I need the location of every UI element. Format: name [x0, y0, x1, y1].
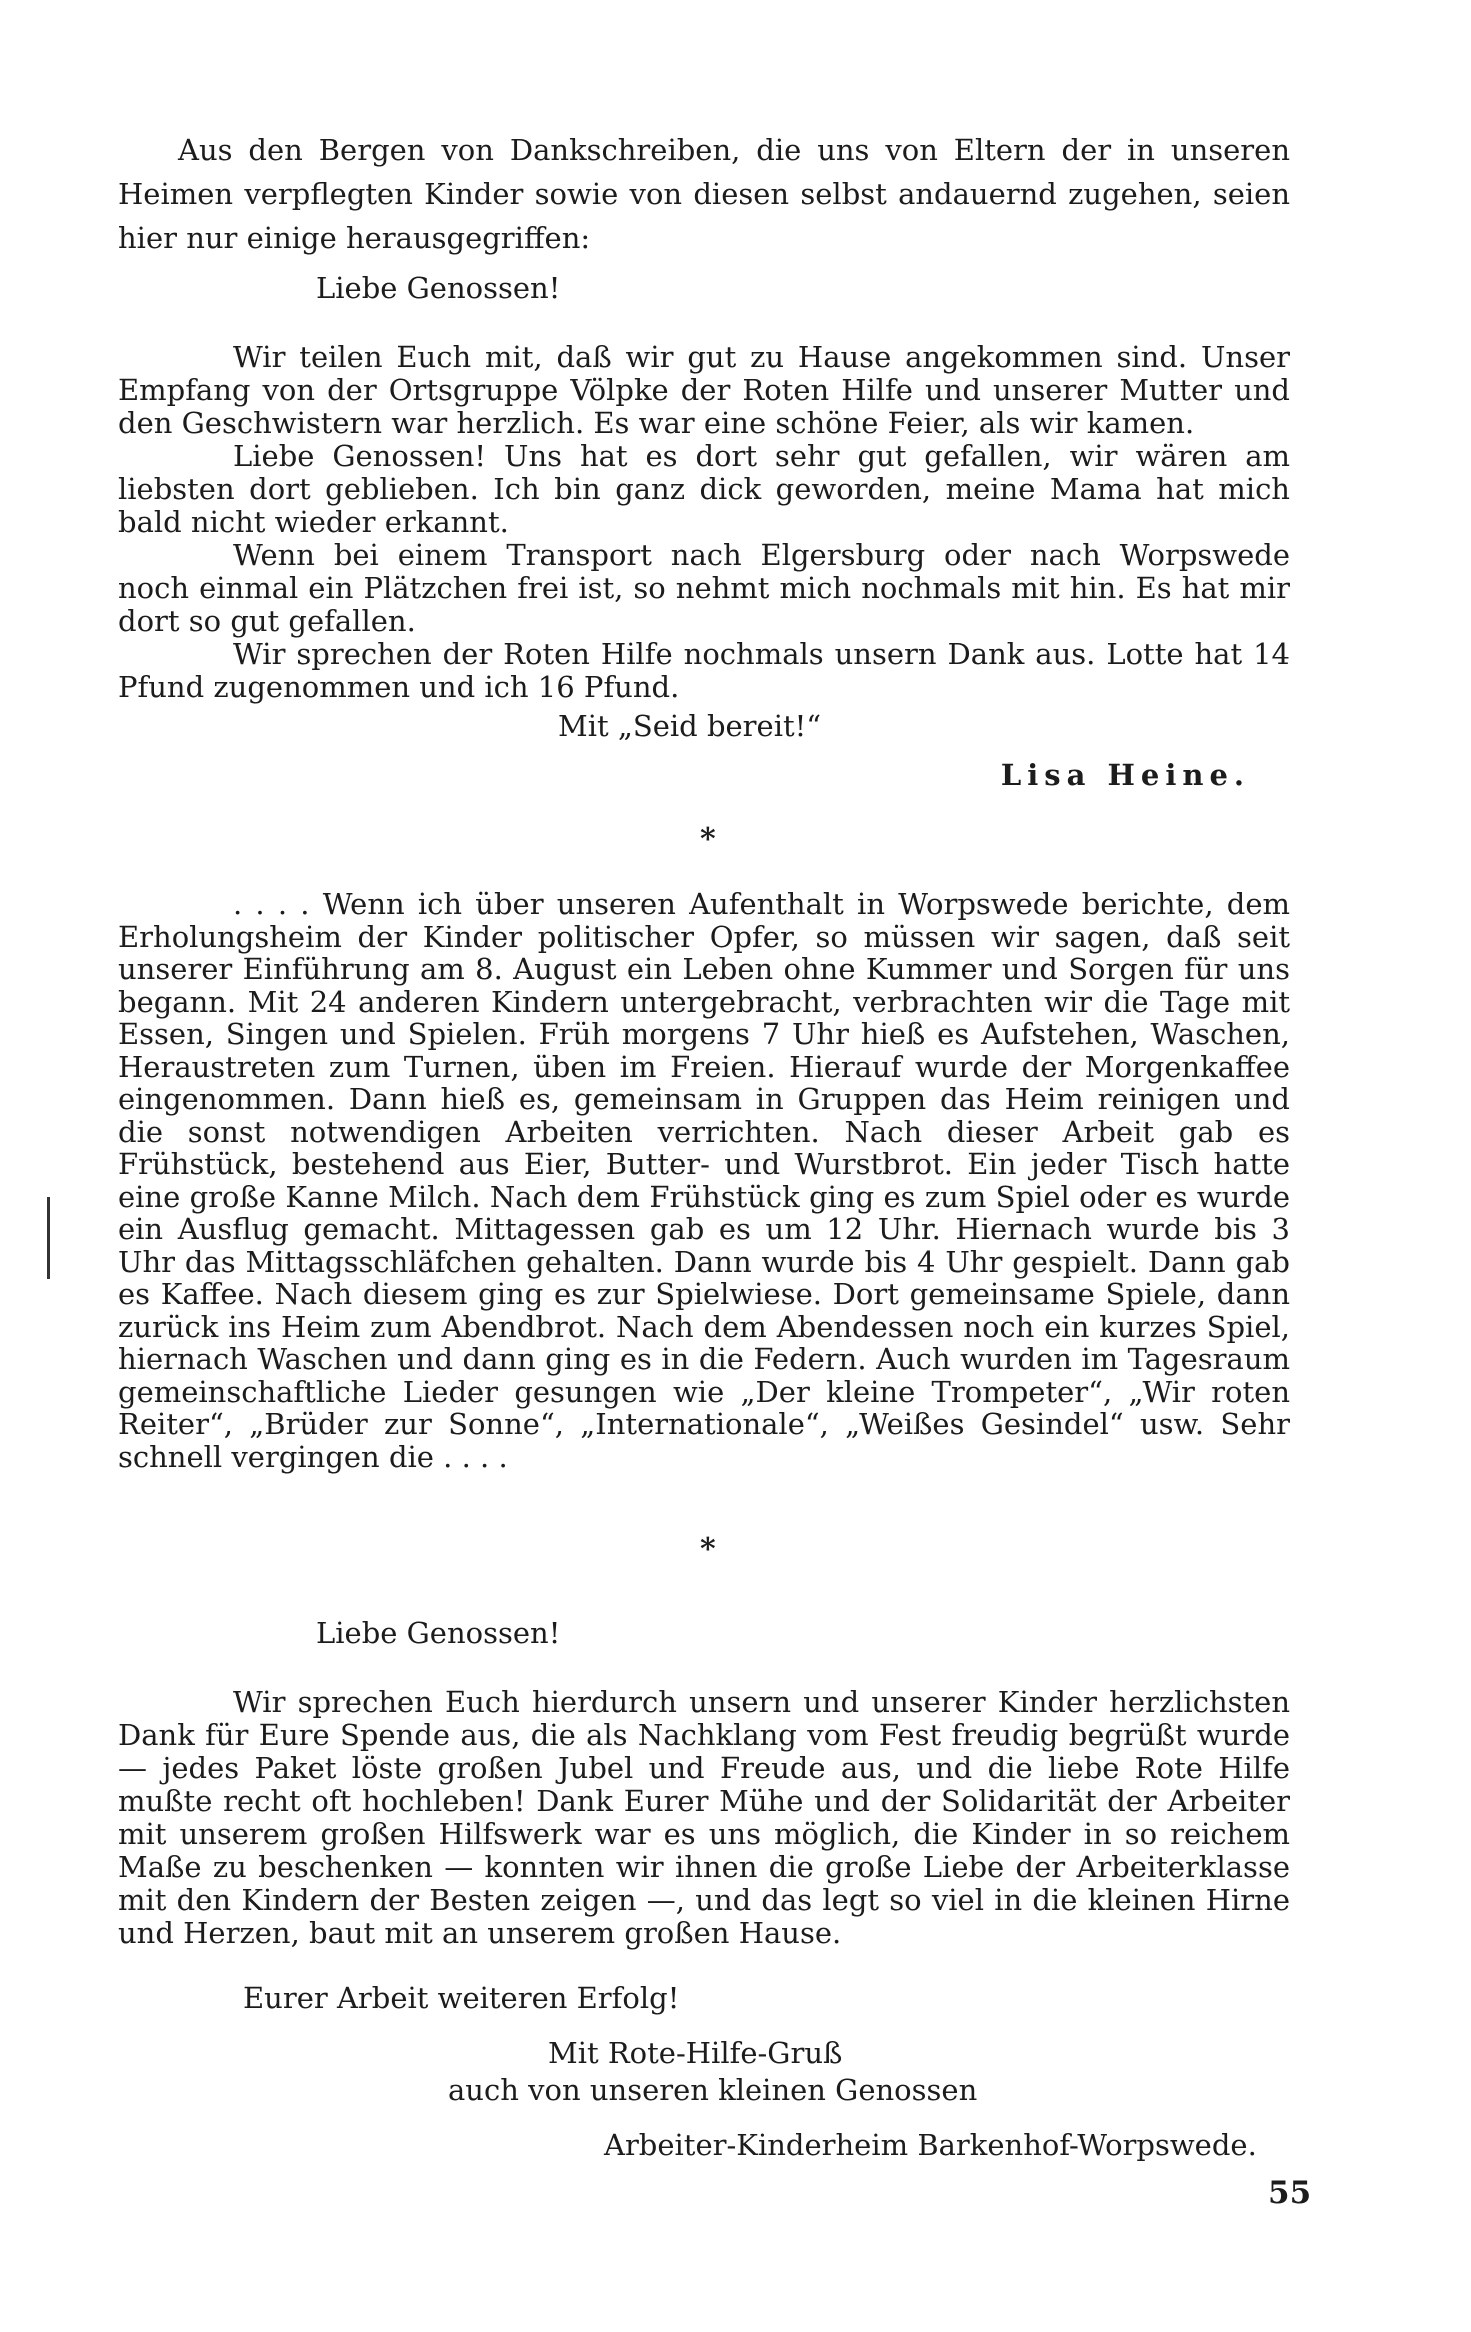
letter3-sender: Arbeiter-Kinderheim Barkenhof-Worpswede. [604, 2128, 1257, 2162]
letter3-text: Wir sprechen Euch hierdurch unsern und unserer Kinder herzlichsten Dank für Eure Spende aus, die als Nachklang vom Fest freudig begrüßt wurde — jedes Paket löste großen Jubel und Freude aus, und die liebe Rote Hilfe mußte recht oft hochleben! Dank Eurer Mühe und der Solidarität der Arbeiter mit unserem großen Hilfswerk war es uns möglich, die Kinder in so reichem Maße zu beschenken — konnten wir ihnen die große Liebe der Arbeiterklasse mit den Kindern der Besten zeigen —, und das legt so viel in die kleinen Hirne und Herzen, baut mit an unserem großen Hause. [118, 1685, 1290, 1950]
section-separator: * [700, 822, 716, 857]
letter3-salutation: Liebe Genossen! [316, 1616, 561, 1650]
letter1-paragraph: Wir teilen Euch mit, daß wir gut zu Hause angekommen sind. Unser Empfang von der Ortsgruppe Völpke der Roten Hilfe und unserer Mutter und den Geschwistern war herzlich. Es war eine schöne Feier, als wir kamen. [118, 340, 1290, 440]
margin-mark [47, 1197, 50, 1279]
letter2-text: . . . . Wenn ich über unseren Aufenthalt in Worpswede berichte, dem Erholungsheim der Kinder politischer Opfer, so müssen wir sagen, daß seit unserer Einführung am 8. August ein Leben ohne Kummer und Sorgen für uns begann. Mit 24 anderen Kindern untergebracht, verbrachten wir die Tage mit Essen, Singen und Spielen. Früh morgens 7 Uhr hieß es Aufstehen, Waschen, Heraustreten zum Turnen, üben im Freien. Hierauf wurde der Morgenkaffee eingenommen. Dann hieß es, gemeinsam in Gruppen das Heim reinigen und die sonst notwendigen Arbeiten verrichten. Nach dieser Arbeit gab es Frühstück, bestehend aus Eier, Butter- und Wurstbrot. Ein jeder Tisch hatte eine große Kanne Milch. Nach dem Frühstück ging es zum Spiel oder es wurde ein Ausflug gemacht. Mittagessen gab es um 12 Uhr. Hiernach wurde bis 3 Uhr das Mittagsschläfchen gehalten. Dann wurde bis 4 Uhr gespielt. Dann gab es Kaffee. Nach diesem ging es zur Spielwiese. Dort gemeinsame Spiele, dann zurück ins Heim zum Abendbrot. Nach dem Abendessen noch ein kurzes Spiel, hiernach Waschen und dann ging es in die Federn. Auch wurden im Tagesraum gemeinschaftliche Lieder gesungen wie „Der kleine Trompeter“, „Wir roten Reiter“, „Brüder zur Sonne“, „Internationale“, „Weißes Gesindel“ usw. Sehr schnell vergingen die . . . . [118, 887, 1290, 1474]
letter1-closing: Mit „Seid bereit!“ [558, 709, 822, 743]
letter3-greeting: Mit Rote-Hilfe-Gruß [548, 2036, 843, 2070]
letter3-closing: Eurer Arbeit weiteren Erfolg! [243, 1981, 680, 2015]
intro-text: Aus den Bergen von Dankschreiben, die uns von Eltern der in unseren Heimen verpflegten Kinder sowie von diesen selbst andauernd zugehen, seien hier nur einige herausgegriffen: [118, 133, 1290, 255]
intro-paragraph [118, 128, 1290, 260]
letter-kinderheim [118, 1617, 1290, 2162]
letter1-signature: Lisa Heine. [1000, 758, 1250, 792]
letter-worpswede-report [118, 888, 1290, 1473]
section-separator: * [700, 1532, 716, 1567]
letter3-greeting-line2: auch von unseren kleinen Genossen [448, 2073, 978, 2107]
letter1-paragraph: Wir sprechen der Roten Hilfe nochmals unsern Dank aus. Lotte hat 14 Pfund zugenommen und ich 16 Pfund. [118, 637, 1290, 704]
letter-lisa-heine [118, 272, 1290, 792]
letter1-paragraph: Liebe Genossen! Uns hat es dort sehr gut gefallen, wir wären am liebsten dort geblieben. Ich bin ganz dick geworden, meine Mama hat mich bald nicht wieder erkannt. [118, 439, 1290, 539]
letter1-salutation: Liebe Genossen! [316, 271, 561, 305]
page-number: 55 [1268, 2175, 1312, 2211]
letter1-paragraph: Wenn bei einem Transport nach Elgersburg oder nach Worpswede noch einmal ein Plätzchen frei ist, so nehmt mich nochmals mit hin. Es hat mir dort so gut gefallen. [118, 538, 1290, 638]
